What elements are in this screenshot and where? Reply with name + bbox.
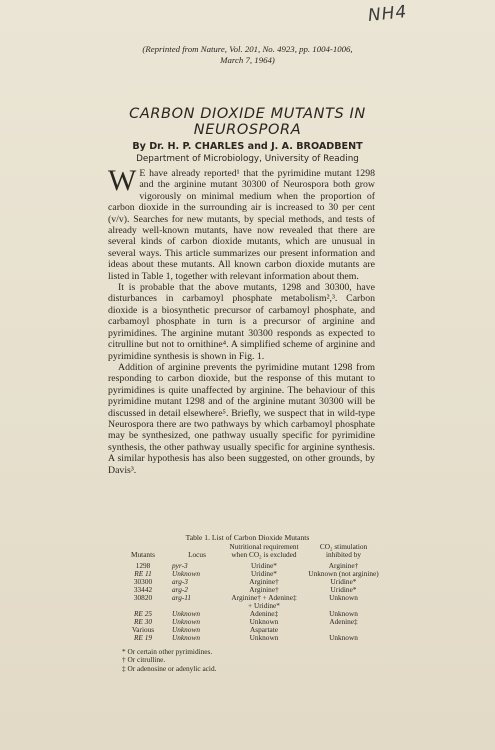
table-cell: Arginine† bbox=[328, 561, 359, 570]
reprint-notice bbox=[0, 44, 495, 66]
reprint-line-2: March 7, 1964) bbox=[220, 55, 275, 65]
footnote: † Or citrulline. bbox=[122, 655, 166, 665]
table-cell: Unknown bbox=[329, 609, 358, 618]
article-title-line-2: NEUROSPORA bbox=[193, 122, 302, 138]
table-cell: Arginine† bbox=[249, 577, 279, 586]
table-cell: RE 11 bbox=[134, 569, 152, 578]
table-header-cell: Nutritional requirement when CO₂ is excluded bbox=[229, 542, 299, 559]
table-cell: Unknown bbox=[172, 633, 200, 642]
table-cell: 33442 bbox=[133, 585, 153, 594]
table-caption: Table 1. List of Carbon Dioxide Mutants bbox=[185, 533, 310, 542]
table-cell: 30300 bbox=[133, 577, 153, 586]
table-row bbox=[120, 634, 382, 642]
table-cell: pyr-3 bbox=[172, 561, 188, 570]
paragraph-1 bbox=[108, 164, 375, 282]
paragraph-3: Addition of arginine prevents the pyrimidine mutant 1298 from responding to carbon dioxide, but the response of this mutant to pyrimidines is quite unaffected by arginine. The behaviour of this pyrimidine mutant 1298 and of the arginine mutant 30300 will be discussed in detail elsewhere⁵. Briefly, we suspect that in wild-type Neurospora there are two pathways by which carbamoyl phosphate may be synthesized, one pathway usually specific for pyrimidine synthesis, the other pathway usually specific for arginine synthesis. A similar hypothesis has also been suggested, on other grounds, by Davis³. bbox=[108, 361, 375, 476]
footnote: ‡ Or adenosine or adenylic acid. bbox=[122, 663, 217, 673]
table-cell: Uridine* bbox=[251, 561, 277, 570]
table-cell: RE 19 bbox=[133, 633, 153, 642]
table-cell: Aspartate bbox=[250, 625, 278, 634]
table-cell: RE 25 bbox=[133, 609, 153, 618]
table-cell: Unknown (not arginine) bbox=[308, 569, 379, 578]
table-cell: 30820 bbox=[133, 593, 153, 602]
mutants-table bbox=[120, 543, 382, 642]
table-cell: Arginine† + Adenine‡ bbox=[231, 593, 297, 602]
table-cell: Unknown bbox=[172, 569, 200, 578]
table-cell: Unknown bbox=[172, 625, 200, 634]
table-cell: Adenine‡ bbox=[249, 609, 279, 618]
article-title-line-1: CARBON DIOXIDE MUTANTS IN bbox=[129, 106, 366, 122]
table-body bbox=[120, 562, 382, 642]
table-cell: Unknown bbox=[172, 609, 200, 618]
department: Department of Microbiology, University of Reading bbox=[136, 154, 359, 164]
drop-cap: W bbox=[108, 164, 137, 197]
authors: By Dr. H. P. CHARLES and J. A. BROADBENT bbox=[132, 141, 363, 152]
footnote: * Or certain other pyrimidines. bbox=[122, 647, 213, 656]
table-cell: Unknown bbox=[249, 617, 279, 626]
table-cell: 1298 bbox=[135, 561, 151, 570]
table-cell: Unknown bbox=[249, 633, 279, 642]
table-cell: Unknown bbox=[329, 593, 358, 602]
table-cell: Uridine* bbox=[251, 569, 277, 578]
table-footnotes bbox=[122, 648, 216, 673]
table-header-row bbox=[120, 543, 382, 562]
table-cell: arg-2 bbox=[172, 585, 188, 594]
paragraph-2: It is probable that the above mutants, 1298 and 30300, have disturbances in carbamoyl phosphate metabolism²,³. Carbon dioxide is a biosynthetic precursor of carbamoyl phosphate, and carbamoyl phosphate in turn is a precursor of arginine and pyrimidines. The arginine mutant 30300 responds as expected to citrulline but not to ornithine⁴. A simplified scheme of arginine and pyrimidine synthesis is shown in Fig. 1. bbox=[108, 282, 375, 362]
table-cell: arg-3 bbox=[172, 577, 188, 586]
table-cell: Adenine‡ bbox=[329, 617, 358, 626]
table-cell: Unknown bbox=[329, 633, 358, 642]
paragraph-1-text: E have already reported¹ that the pyrimidine mutant 1298 and the arginine mutant 30300 of Neurospora both grow vigorously on minimal medium when the proportion of carbon dioxide in the surrounding air is increased to 30 per cent (v/v). Searches for new mutants, by special methods, and tests of already well-known mutants, have now revealed that there are several kinds of carbon dioxide mutants, which are unusual in several ways. This article summarizes our present information and ideas about these mutants. All known carbon dioxide mutants are listed in Table 1, together with relevant information about them. bbox=[108, 168, 375, 282]
table-cell: Uridine* bbox=[330, 577, 357, 586]
table-header-cell: Mutants bbox=[131, 550, 155, 559]
table-cell: Uridine* bbox=[330, 585, 357, 594]
table-header-cell: CO₂ stimulation inhibited by bbox=[319, 542, 368, 559]
article-body bbox=[108, 164, 375, 476]
table-cell: Unknown bbox=[172, 617, 200, 626]
table-cell: RE 30 bbox=[133, 617, 153, 626]
table-cell: Arginine† bbox=[249, 585, 279, 594]
table-cell: Various bbox=[131, 625, 155, 634]
table-cell: arg-11 bbox=[172, 593, 192, 602]
reprint-line-1: (Reprinted from Nature, Vol. 201, No. 4923, pp. 1004-1006, bbox=[142, 44, 353, 54]
table-header-cell: Locus bbox=[188, 550, 206, 559]
table-cell: + Uridine* bbox=[248, 601, 280, 610]
handwritten-note: NH4 bbox=[367, 1, 409, 27]
